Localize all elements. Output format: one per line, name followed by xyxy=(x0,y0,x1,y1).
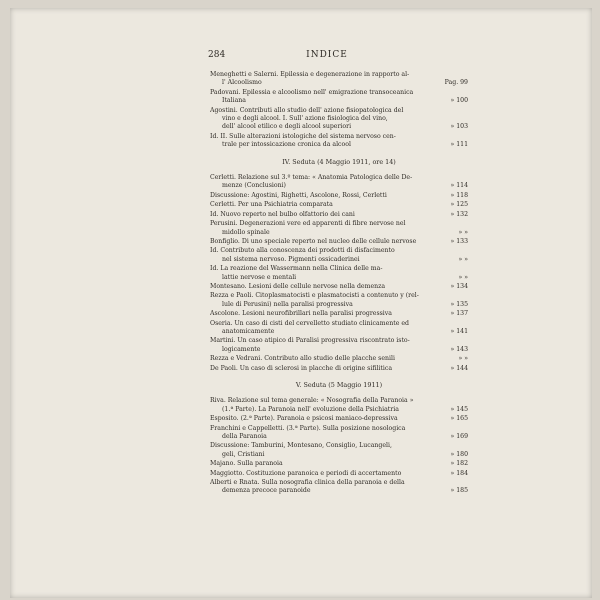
entry-text-line: Discussione: Agostini, Righetti, Ascolone, Rossi, Cerletti xyxy=(210,191,387,199)
index-entry xyxy=(210,292,468,309)
entry-text-line: Martini. Un caso atipico di Paralisi progressiva riscontrato isto- xyxy=(210,337,410,345)
entry-text-line: Maggiotto. Costituzione paranoica e periodi di accertamento xyxy=(210,469,402,477)
index-entry xyxy=(210,425,468,442)
index-entry xyxy=(210,107,468,132)
index-entries xyxy=(210,71,468,497)
entry-text-line: l' Alcoolismo xyxy=(222,79,262,87)
entry-text-line: demenza precoce paranoide xyxy=(222,487,311,495)
entry-text-line: De Paoli. Un caso di sclerosi in placche di origine sifilitica xyxy=(210,364,393,372)
entry-page-number: » 180 xyxy=(450,450,468,458)
entry-page-number: » 125 xyxy=(450,201,468,209)
entry-page-number: » 144 xyxy=(450,364,468,372)
index-entry xyxy=(210,211,468,219)
index-entry xyxy=(210,470,468,478)
index-entry xyxy=(210,247,468,264)
index-entry xyxy=(210,479,468,496)
entry-text-line: Ascolone. Lesioni neurofibrillari nella paralisi progressiva xyxy=(210,310,392,318)
index-entry xyxy=(210,89,468,106)
index-entry xyxy=(210,174,468,191)
entry-text-line: menze (Conclusioni) xyxy=(222,182,286,190)
entry-text-line: Id. II. Sulle alterazioni istologiche del sistema nervoso cen- xyxy=(210,132,396,140)
entry-page-number: » » xyxy=(458,255,468,263)
entry-page-number: » 134 xyxy=(450,282,468,290)
entry-text-line: Riva. Relazione sul tema generale: « Nosografia della Paranoia » xyxy=(210,397,414,405)
page-number: 284 xyxy=(208,50,226,60)
entry-text-line: Italiana xyxy=(222,97,246,105)
entry-text-line: Cerletti. Relazione sul 3.º tema: « Anatomia Patologica delle De- xyxy=(210,174,413,182)
book-page xyxy=(10,8,592,598)
entry-page-number: » » xyxy=(458,355,468,363)
entry-page-number: » 185 xyxy=(450,487,468,495)
index-entry xyxy=(210,442,468,459)
entry-text-line: nel sistema nervoso. Pigmenti ossicaderinei xyxy=(222,255,360,263)
entry-page-number: » 111 xyxy=(450,141,468,149)
entry-text-line: midollo spinale xyxy=(222,228,270,236)
index-entry xyxy=(210,265,468,282)
entry-text-line: Agostini. Contributi allo studio dell' azione fisiopatologica del xyxy=(210,106,404,114)
page-title: INDICE xyxy=(306,50,348,60)
entry-text-line: Meneghetti e Salerni. Epilessia e degenerazione in rapporto al- xyxy=(210,71,410,78)
entry-page-number: » 165 xyxy=(450,415,468,423)
entry-text-line: lule di Perusini) nella paralisi progressiva xyxy=(222,300,353,308)
entry-page-number: » 100 xyxy=(450,97,468,105)
section-heading: IV. Seduta (4 Maggio 1911, ore 14) xyxy=(282,157,396,166)
entry-text-line: Alberti e Rnata. Sulla nosografia clinica della paranoia e della xyxy=(210,479,405,487)
entry-text-line: geli, Cristiani xyxy=(222,450,265,458)
index-entry xyxy=(210,337,468,354)
index-entry xyxy=(210,460,468,468)
index-entry xyxy=(210,238,468,246)
entry-text-line: Id. Nuovo reperto nel bulbo olfattorio dei cani xyxy=(210,210,355,218)
index-entry xyxy=(210,71,468,88)
index-entry xyxy=(210,310,468,318)
entry-page-number: » » xyxy=(458,228,468,236)
entry-text-line: Franchini e Cappelletti. (3.ª Parte). Sulla posizione nosologica xyxy=(210,424,406,432)
index-entry xyxy=(210,365,468,373)
entry-text-line: Montesano. Lesioni delle cellule nervose nella demenza xyxy=(210,282,386,290)
index-entry xyxy=(210,283,468,291)
entry-text-line: anatomicamente xyxy=(222,327,275,335)
entry-page-number: » 141 xyxy=(450,327,468,335)
entry-text-line: Bonfiglio. Di uno speciale reperto nel nucleo delle cellule nervose xyxy=(210,237,417,245)
entry-text-line: Esposito. (2.ª Parte). Paranoia e psicosi maniaco-depressiva xyxy=(210,415,398,423)
entry-page-number: » 143 xyxy=(450,345,468,353)
entry-page-number: » 145 xyxy=(450,405,468,413)
index-entry xyxy=(210,192,468,200)
entry-text-line: Id. Contributo alla conoscenza dei prodotti di disfacimento xyxy=(210,247,395,255)
entry-text-line: Id. La reazione del Wassermann nella Clinica delle ma- xyxy=(210,265,383,273)
entry-page-number: » 135 xyxy=(450,300,468,308)
entry-page-number: » 118 xyxy=(450,191,468,199)
entry-text-line: Perusini. Degenerazioni vere ed apparenti di fibre nervose nel xyxy=(210,220,406,228)
index-entry xyxy=(210,220,468,237)
entry-text-line: Cerletti. Per una Psichiatria comparata xyxy=(210,201,333,209)
index-entry xyxy=(210,320,468,337)
entry-text-line: vino e degli alcool. I. Sull' azione fisiologica del vino, xyxy=(222,115,388,123)
entry-text-line: dell' alcool etilico e degli alcool superiori xyxy=(222,123,352,131)
entry-page-number: Pag. 99 xyxy=(444,79,468,87)
entry-page-number: » 103 xyxy=(450,123,468,131)
entry-page-number: » 137 xyxy=(450,310,468,318)
index-entry xyxy=(210,415,468,423)
entry-text-line: Oseria. Un caso di cisti del cervelletto studiato clinicamente ed xyxy=(210,319,409,327)
entry-page-number: » 184 xyxy=(450,469,468,477)
entry-text-line: Discussione: Tamburini, Montesano, Consiglio, Lucangeli, xyxy=(210,442,392,450)
index-entry xyxy=(210,355,468,363)
entry-text-line: Rezza e Vedrani. Contributo allo studio delle placche senili xyxy=(210,355,395,363)
index-entry xyxy=(210,201,468,209)
entry-page-number: » 132 xyxy=(450,210,468,218)
entry-text-line: (1.ª Parte). La Paranoia nell' evoluzione della Psichiatria xyxy=(222,405,399,413)
entry-text-line: Majano. Sulla paranoia xyxy=(210,460,283,468)
entry-page-number: » 169 xyxy=(450,433,468,441)
entry-page-number: » 182 xyxy=(450,460,468,468)
entry-text-line: trale per intossicazione cronica da alcool xyxy=(222,141,351,149)
entry-text-line: logicamente xyxy=(222,345,261,353)
entry-page-number: » » xyxy=(458,273,468,281)
index-entry xyxy=(210,397,468,414)
entry-text-line: Rezza e Paoli. Citoplasmatocisti e plasmatocisti a contenuto y (rel- xyxy=(210,292,419,300)
entry-text-line: Padovani. Epilessia e alcoolismo nell' emigrazione transoceanica xyxy=(210,88,414,96)
entry-page-number: » 133 xyxy=(450,237,468,245)
entry-text-line: della Paranoia xyxy=(222,433,267,441)
entry-page-number: » 114 xyxy=(450,182,468,190)
entry-text-line: lattie nervose e mentali xyxy=(222,273,297,281)
index-entry xyxy=(210,133,468,150)
section-heading: V. Seduta (5 Maggio 1911) xyxy=(295,381,383,389)
